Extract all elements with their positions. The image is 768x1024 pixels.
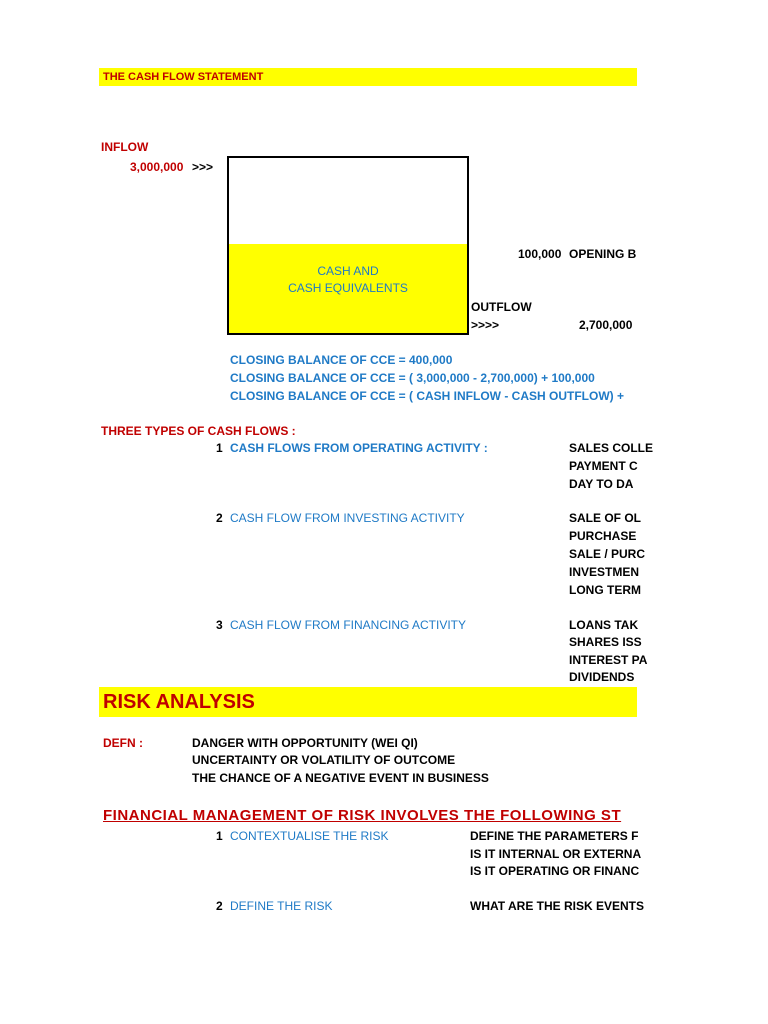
outflow-label: OUTFLOW <box>471 300 532 314</box>
defn-line: DANGER WITH OPPORTUNITY (WEI QI) <box>192 736 418 750</box>
risk-step-note: IS IT INTERNAL OR EXTERNA <box>470 847 642 861</box>
outflow-arrow: >>>> <box>471 318 500 332</box>
risk-step-num-1: 1 <box>216 829 223 843</box>
cash-flow-note: LOANS TAK <box>569 618 639 632</box>
cash-flow-note: SALES COLLE <box>569 441 654 455</box>
cash-flow-note: PURCHASE <box>569 529 637 543</box>
cash-flow-note: SALE OF OL <box>569 511 641 525</box>
risk-step-note: IS IT OPERATING OR FINANC <box>470 864 640 878</box>
inflow-arrow: >>> <box>192 160 214 174</box>
risk-step-num-2: 2 <box>216 899 223 913</box>
cash-flow-note: DAY TO DA <box>569 477 634 491</box>
cash-flow-note: INVESTMEN <box>569 565 640 579</box>
inflow-label: INFLOW <box>101 140 149 154</box>
closing-line-2: CLOSING BALANCE OF CCE = ( 3,000,000 - 2,700,000) + 100,000 <box>230 371 595 385</box>
opening-amount: 100,000 <box>518 247 562 261</box>
risk-step-note: WHAT ARE THE RISK EVENTS <box>470 899 645 913</box>
fm-risk-heading: FINANCIAL MANAGEMENT OF RISK INVOLVES THE FOLLOWING ST <box>103 807 622 824</box>
cash-flow-note: PAYMENT C <box>569 459 638 473</box>
cash-flow-title-2: CASH FLOW FROM INVESTING ACTIVITY <box>230 511 465 525</box>
closing-line-3: CLOSING BALANCE OF CCE = ( CASH INFLOW - CASH OUTFLOW) + <box>230 389 624 403</box>
risk-step-title-2: DEFINE THE RISK <box>230 899 333 913</box>
cash-flow-num-2: 2 <box>216 511 223 525</box>
cash-flow-note: INTEREST PA <box>569 653 648 667</box>
risk-title: RISK ANALYSIS <box>103 691 255 713</box>
cash-flow-num-1: 1 <box>216 441 223 455</box>
cash-flows-heading: THREE TYPES OF CASH FLOWS : <box>101 424 296 438</box>
closing-line-1: CLOSING BALANCE OF CCE = 400,000 <box>230 353 453 367</box>
cce-box-line1: CASH AND <box>317 264 379 278</box>
opening-label: OPENING B <box>569 247 637 261</box>
defn-line: UNCERTAINTY OR VOLATILITY OF OUTCOME <box>192 753 456 767</box>
cash-flow-num-3: 3 <box>216 618 223 632</box>
cash-flow-title-3: CASH FLOW FROM FINANCING ACTIVITY <box>230 618 467 632</box>
cash-flow-note: SALE / PURC <box>569 547 646 561</box>
cash-flow-note: LONG TERM <box>569 583 641 597</box>
cash-flow-note: DIVIDENDS <box>569 670 635 684</box>
cce-box-line2: CASH EQUIVALENTS <box>288 281 408 295</box>
outflow-amount: 2,700,000 <box>579 318 633 332</box>
inflow-amount: 3,000,000 <box>130 160 184 174</box>
cash-flow-title-1: CASH FLOWS FROM OPERATING ACTIVITY : <box>230 441 488 455</box>
cash-flow-note: SHARES ISS <box>569 635 642 649</box>
risk-step-note: DEFINE THE PARAMETERS F <box>470 829 639 843</box>
risk-step-title-1: CONTEXTUALISE THE RISK <box>230 829 389 843</box>
defn-line: THE CHANCE OF A NEGATIVE EVENT IN BUSINESS <box>192 771 489 785</box>
defn-label: DEFN : <box>103 736 143 750</box>
page-title: THE CASH FLOW STATEMENT <box>103 71 264 83</box>
